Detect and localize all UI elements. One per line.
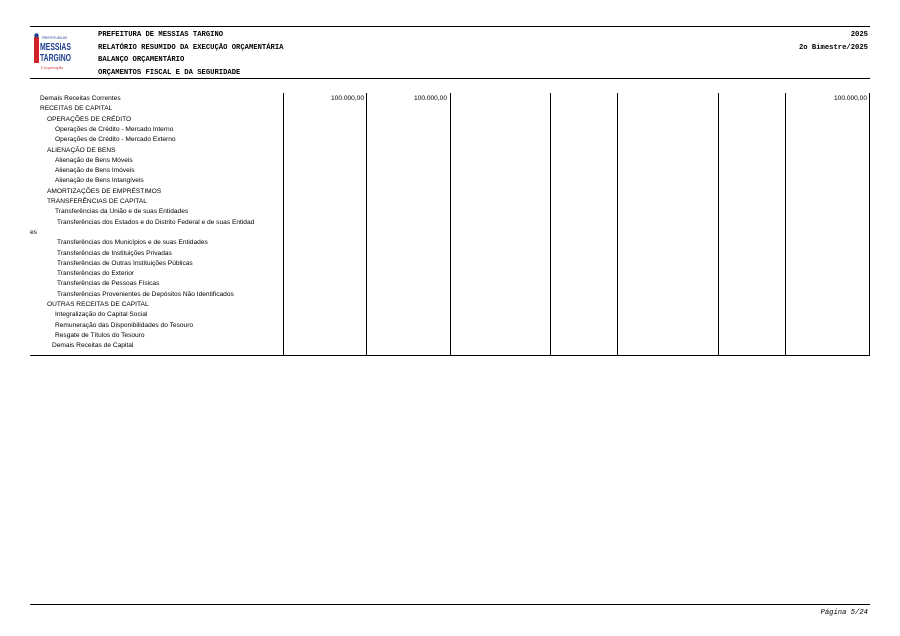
table-row: OUTRAS RECEITAS DE CAPITAL xyxy=(47,301,149,308)
table-bottom-rule xyxy=(30,355,870,356)
table-cell-value: 100.000,00 xyxy=(330,95,364,102)
table-row: TRANSFERÊNCIAS DE CAPITAL xyxy=(47,198,147,205)
footer-rule xyxy=(30,604,870,605)
table-row: Transferências do Exterior xyxy=(57,270,135,278)
table-row: Transferências de Pessoas Físicas xyxy=(57,280,160,288)
table-row: Demais Receitas Correntes xyxy=(40,95,121,102)
logo-tagline: Cooperação xyxy=(41,65,64,70)
table-row: AMORTIZAÇÕES DE EMPRÉSTIMOS xyxy=(47,187,162,195)
table-row: Alienação de Bens Imóveis xyxy=(55,167,135,175)
table-row: Transferências Provenientes de Depósitos Não Identificados xyxy=(57,290,234,298)
balance-title: BALANÇO ORÇAMENTÁRIO xyxy=(98,56,185,64)
scope-title: ORÇAMENTOS FISCAL E DA SEGURIDADE xyxy=(98,68,241,77)
column-divider xyxy=(718,93,719,355)
column-divider xyxy=(283,93,284,355)
table-row: Integralização do Capital Social xyxy=(55,311,148,319)
report-title: RELATÓRIO RESUMIDO DA EXECUÇÃO ORÇAMENTÁRIA xyxy=(98,43,284,52)
column-divider xyxy=(869,93,870,355)
column-divider xyxy=(450,93,451,355)
table-row: Transferências de Instituições Privadas xyxy=(57,249,172,257)
table-row: Remuneração das Disponibilidades do Tesouro xyxy=(55,321,194,329)
municipality-logo xyxy=(31,33,83,75)
table-row: Transferências de Outras Instituições Públicas xyxy=(57,259,193,267)
table-row: Alienação de Bens Intangíveis xyxy=(55,177,144,185)
table-row: Transferências da União e de suas Entidades xyxy=(55,208,189,216)
table-row: Operações de Crédito - Mercado Interno xyxy=(55,125,174,133)
table-row: Demais Receitas de Capital xyxy=(52,342,134,350)
table-row: ALIENAÇÃO DE BENS xyxy=(47,146,116,154)
column-divider xyxy=(617,93,618,355)
report-period: 2o Bimestre/2025 xyxy=(798,43,868,52)
logo-dot xyxy=(34,33,38,37)
table-cell-value: 100.000,00 xyxy=(833,95,867,102)
table-row: Operações de Crédito - Mercado Externo xyxy=(55,136,176,144)
header-bottom-rule xyxy=(30,78,870,79)
table-row: Resgate de Títulos do Tesouro xyxy=(55,331,145,339)
logo-line2: TARGINO xyxy=(40,53,72,64)
logo-top-text: PREFEITURA DE xyxy=(42,36,68,40)
org-name: PREFEITURA DE MESSIAS TARGINO xyxy=(98,31,224,39)
table-row: Transferências dos Municípios e de suas Entidades xyxy=(57,239,208,247)
column-divider xyxy=(785,93,786,355)
logo-red-bar xyxy=(34,37,39,63)
logo-line1: MESSIAS xyxy=(40,42,72,53)
table-row: es xyxy=(30,228,37,236)
table-row: RECEITAS DE CAPITAL xyxy=(40,105,113,113)
page-number: Página 5/24 xyxy=(820,609,868,617)
column-divider xyxy=(366,93,367,355)
header-top-rule xyxy=(30,26,870,27)
table-row: Transferências dos Estados e do Distrito Federal e de suas Entidad xyxy=(57,218,255,226)
report-year: 2025 xyxy=(850,31,868,39)
table-row: OPERAÇÕES DE CRÉDITO xyxy=(47,115,132,123)
table-row: Alienação de Bens Móveis xyxy=(55,156,133,164)
table-cell-value: 100.000,00 xyxy=(413,95,447,102)
column-divider xyxy=(550,93,551,355)
